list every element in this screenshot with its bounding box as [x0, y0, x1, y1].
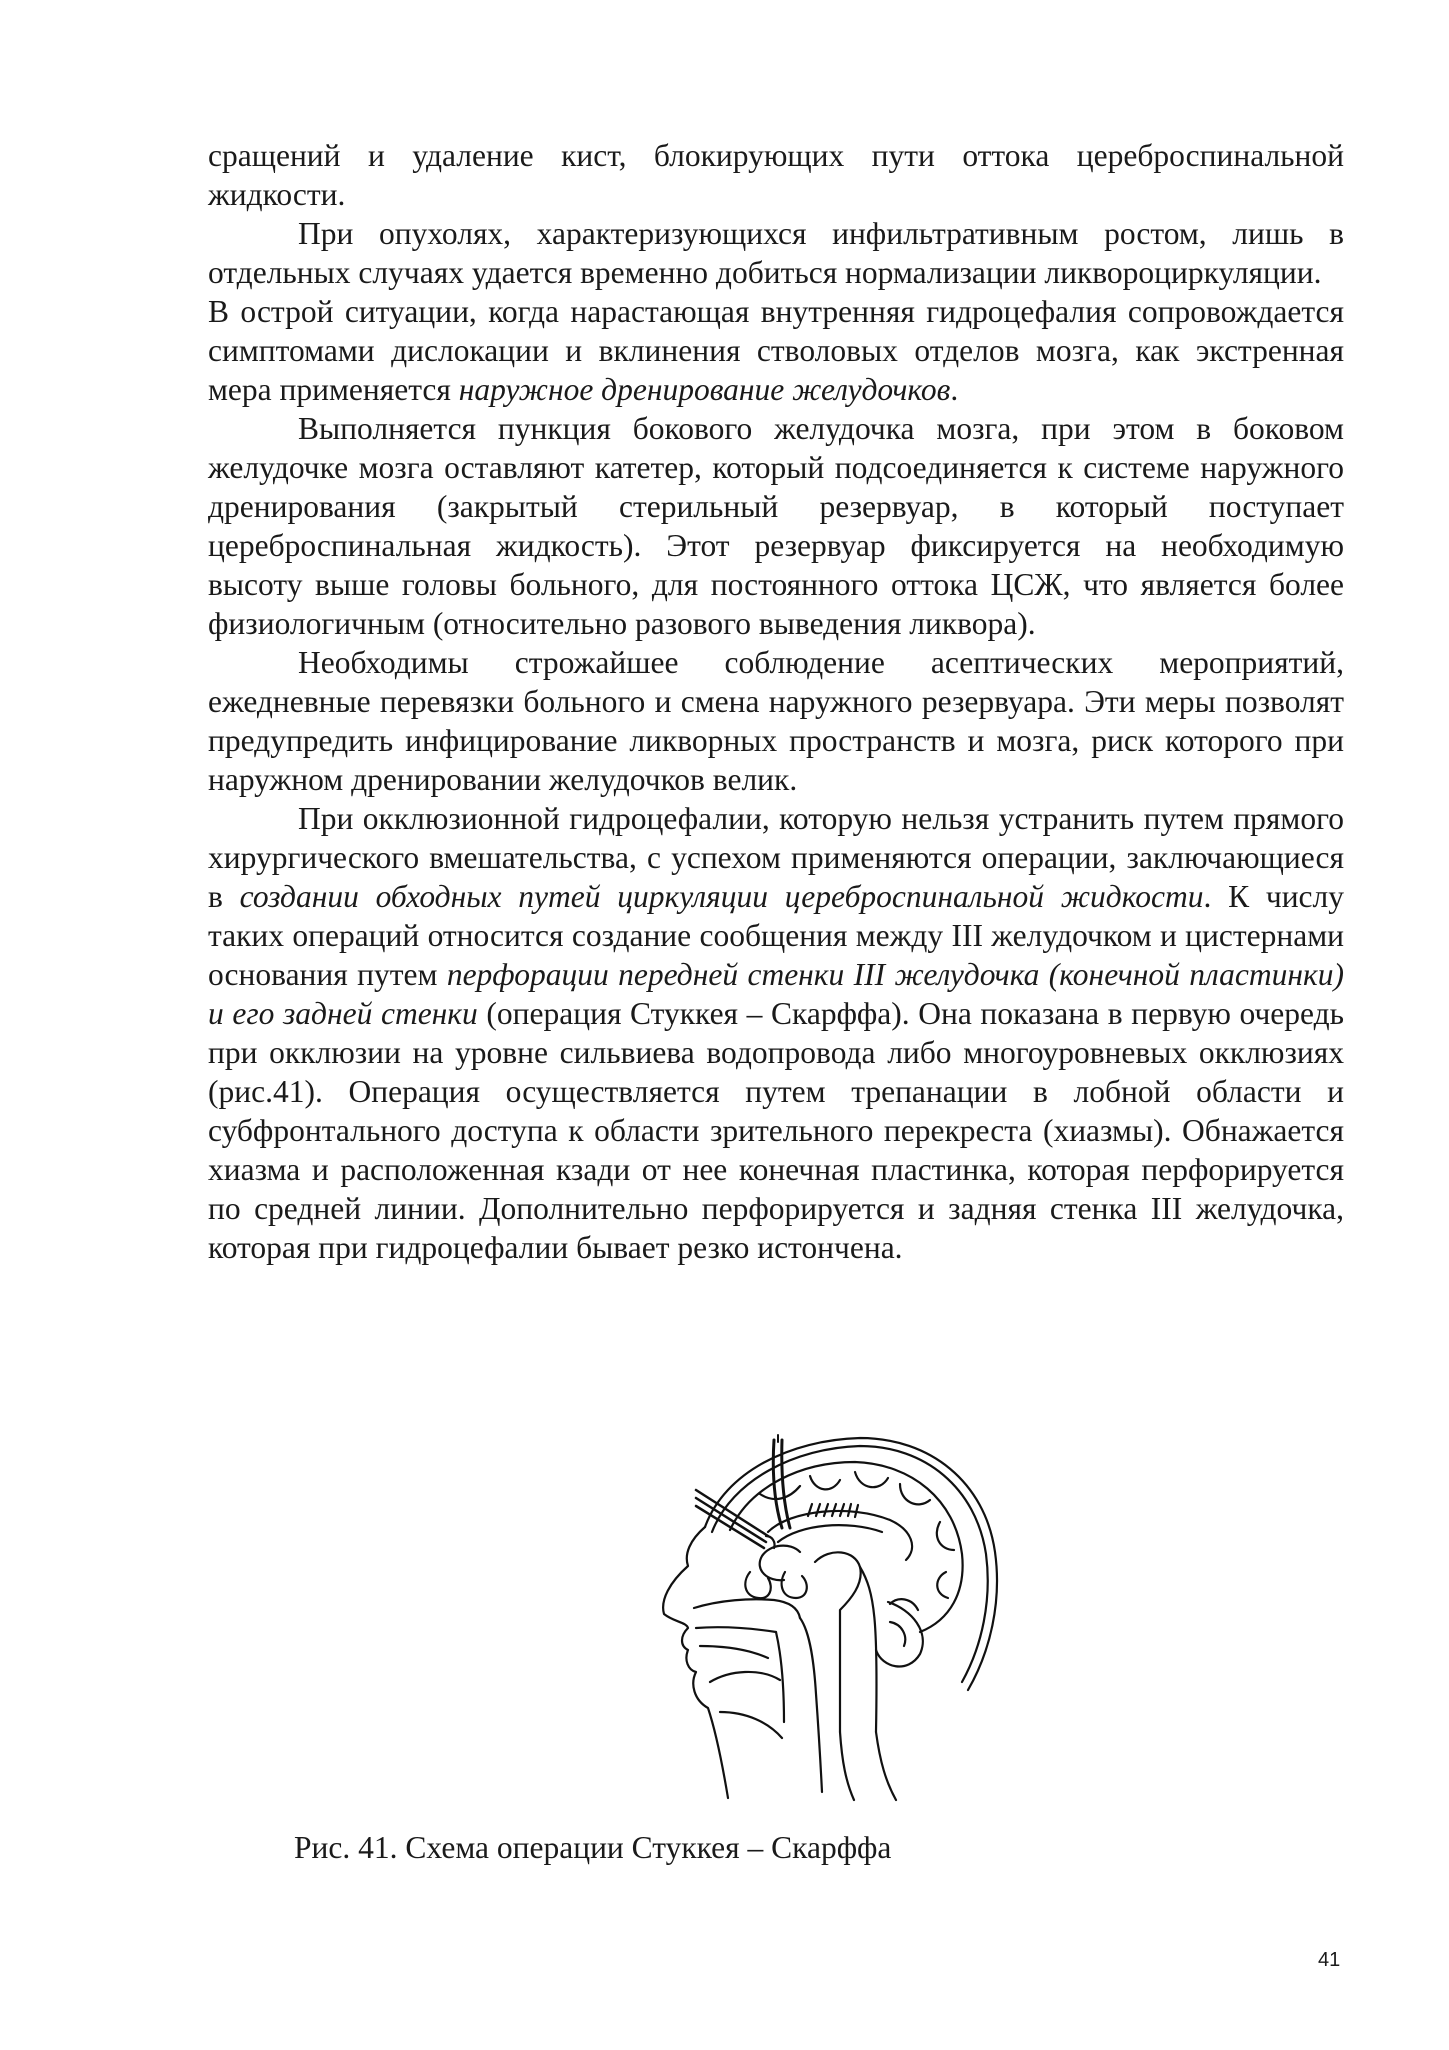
paragraph-occlusive-hydrocephalus: При окклюзионной гидроцефалии, которую нельзя устранить путем прямого хирургического вмешательства, с успехом применяются операции, заключающиеся в создании обходных путей циркуляции цереброспинальной жидкости. К числу таких операций относится создание сообщения между III желудочком и цистернами основания путем перфорации передней стенки III желудочка (конечной пластинки) и его задней стенки (операция Стуккея – Скарффа). Она показана в первую очередь при окклюзии на уровне сильвиева водопровода либо многоуровневых окклюзиях (рис.41). Операция осуществляется путем трепанации в лобной области и субфронтального доступа к области зрительного перекреста (хиазмы). Обнажается хиазма и расположенная кзади от нее конечная пластинка, которая перфорируется по средней линии. Дополнительно перфорируется и задняя стенка III желудочка, которая при гидроцефалии бывает резко истончена. [208, 801, 1344, 1265]
paragraph-acute-situation: В острой ситуации, когда нарастающая внутренняя гидроцефалия сопровождается симптомами дислокации и вклинения стволовых отделов мозга, как экстренная мера применяется наружное дренирование желудочков. [208, 294, 1344, 407]
paragraph-asepsis: Необходимы строжайшее соблюдение асептических мероприятий, ежедневные перевязки больного и смена наружного резервуара. Эти меры позволят предупредить инфицирование ликворных пространств и мозга, риск которого при наружном дренировании желудочков велик. [208, 645, 1344, 797]
emphasis-perforation: перфорации передней стенки III желудочка (конечной пластинки) и его задней стенки [208, 957, 1344, 1031]
paragraph-tumors: При опухолях, характеризующихся инфильтративным ростом, лишь в отдельных случаях удается временно добиться нормализации ликвороциркуляции. [208, 216, 1344, 290]
emphasis-external-drainage: наружное дренирование желудочков [458, 372, 951, 407]
emphasis-bypass-pathways: создании обходных путей циркуляции цереброспинальной жидкости [239, 879, 1204, 914]
paragraph-continuation: сращений и удаление кист, блокирующих пути оттока цереброспинальной жидкости. [208, 138, 1344, 212]
figure-caption: Рис. 41. Схема операции Стуккея – Скарффа [294, 1830, 892, 1865]
page-number: 41 [1318, 1949, 1341, 1971]
head-sagittal-section-illustration [650, 1432, 1020, 1802]
paragraph-puncture: Выполняется пункция бокового желудочка мозга, при этом в боковом желудочке мозга оставляют катетер, который подсоединяется к системе наружного дренирования (закрытый стерильный резервуар, в который поступает цереброспинальная жидкость). Этот резервуар фиксируется на необходимую высоту выше головы больного, для постоянного оттока ЦСЖ, что является более физиологичным (относительно разового выведения ликвора). [208, 411, 1344, 641]
figure-41 [650, 1432, 1020, 1802]
body-text [208, 136, 1344, 1267]
